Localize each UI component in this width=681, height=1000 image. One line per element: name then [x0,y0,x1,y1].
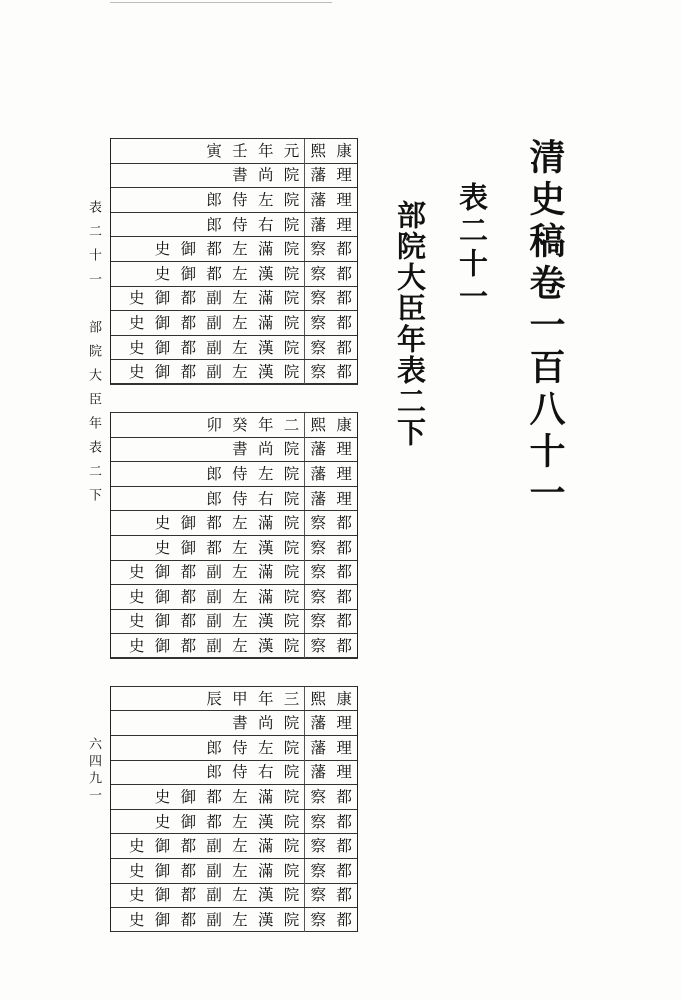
office-row [111,261,357,286]
table-name: 部院大臣年表二下 [393,200,427,448]
row-text: 都 察 院 滿 左 都 御 史 [150,785,357,809]
year-block [110,686,358,932]
chapter-title: 清史稿卷一百八十一 [524,138,566,516]
office-row [111,486,357,511]
office-row [111,212,357,237]
row-text: 理 藩 院 右 侍 郎 [201,213,357,237]
office-row [111,833,357,858]
year-heading-row [111,686,357,711]
office-row [111,461,357,486]
row-text: 都 察 院 漢 左 都 御 史 [150,536,357,560]
page-number: 六四九一 [86,737,101,805]
row-text: 都 察 院 滿 左 副 都 御 史 [124,859,357,883]
office-row [111,335,357,360]
row-text: 都 察 院 滿 左 副 都 御 史 [124,585,357,609]
office-row [111,907,357,932]
office-row [111,310,357,335]
block-gap [110,658,358,686]
row-text: 都 察 院 漢 左 副 都 御 史 [124,634,357,657]
row-text: 理 藩 院 右 侍 郎 [201,761,357,785]
row-text: 理 藩 院 尚 書 [227,164,357,188]
yearly-table [110,138,358,932]
row-text: 康 熙 二 年 癸 卯 [201,413,357,437]
row-text: 都 察 院 漢 左 副 都 御 史 [124,884,357,908]
top-rule [110,2,332,3]
year-heading-row [111,412,357,437]
row-text: 都 察 院 漢 左 副 都 御 史 [124,610,357,634]
row-text: 都 察 院 滿 左 副 都 御 史 [124,561,357,585]
row-text: 都 察 院 漢 左 副 都 御 史 [124,336,357,360]
block-gap [110,384,358,412]
office-row [111,584,357,609]
office-row [111,535,357,560]
office-row [111,735,357,760]
row-text: 都 察 院 滿 左 副 都 御 史 [124,311,357,335]
row-text: 康 熙 三 年 甲 辰 [201,687,357,711]
row-text: 理 藩 院 右 侍 郎 [201,487,357,511]
row-text: 理 藩 院 左 侍 郎 [201,736,357,760]
row-text: 都 察 院 漢 左 都 御 史 [150,262,357,286]
office-row [111,187,357,212]
row-text: 都 察 院 滿 左 都 御 史 [150,511,357,535]
margin-running-title: 表二十一 部院大臣年表二下 [86,200,101,512]
row-text: 都 察 院 滿 左 副 都 御 史 [124,834,357,858]
row-text: 康 熙 元 年 壬 寅 [201,139,357,163]
office-row [111,286,357,311]
row-text: 理 藩 院 左 侍 郎 [201,462,357,486]
row-text: 理 藩 院 尚 書 [227,711,357,735]
office-row [111,809,357,834]
year-block [110,412,358,658]
office-row [111,510,357,535]
office-row [111,236,357,261]
office-row [111,163,357,188]
office-row [111,609,357,634]
table-number: 表二十一 [455,182,489,314]
office-row [111,560,357,585]
year-heading-row [111,138,357,163]
office-row [111,784,357,809]
office-row [111,883,357,908]
year-block [110,138,358,384]
row-text: 都 察 院 滿 左 副 都 御 史 [124,287,357,311]
row-text: 都 察 院 漢 左 都 御 史 [150,810,357,834]
row-text: 理 藩 院 左 侍 郎 [201,188,357,212]
row-text: 理 藩 院 尚 書 [227,438,357,462]
office-row [111,437,357,462]
row-text: 都 察 院 滿 左 都 御 史 [150,237,357,261]
office-row [111,633,357,658]
office-row [111,858,357,883]
row-text: 都 察 院 漢 左 副 都 御 史 [124,360,357,383]
row-text: 都 察 院 漢 左 副 都 御 史 [124,908,357,931]
office-row [111,359,357,384]
office-row [111,760,357,785]
office-row [111,710,357,735]
